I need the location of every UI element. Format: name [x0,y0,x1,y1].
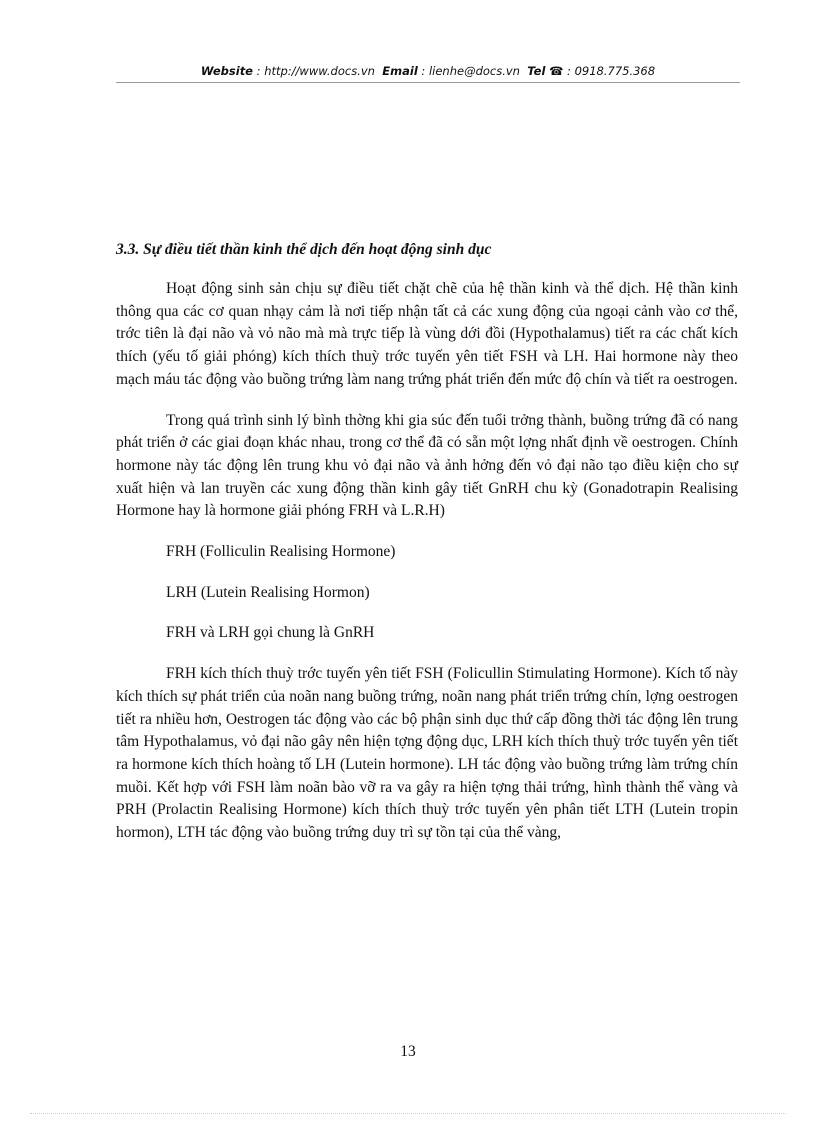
page-header [116,64,740,78]
header-divider [116,82,740,83]
paragraph-frh-definition: FRH (Folliculin Realising Hormone) [166,543,396,561]
paragraph-3: FRH kích thích thuỳ trớc tuyến yên tiết FSH (Folicullin Stimulating Hormone). Kích tố này kích thích sự phát triển của noãn nang buồng trứng, noãn nang phát triển trứng chín, lợng oestrogen tiết ra nhiều hơn, Oestrogen tác động vào các bộ phận sinh dục thứ cấp đồng thời tác động lên trung tâm Hypothalamus, vỏ đại não gây nên hiện tợng động dục, LRH kích thích thuỳ trớc tuyến yên tiết ra hormone kích thích hoàng tố LH (Lutein hormone). LH tác động vào buồng trứng làm trứng chín muồi. Kết hợp với FSH làm noãn bào vỡ ra va gây ra hiện tợng thải trứng, hình thành thể vàng và PRH (Prolactin Realising Hormone) kích thích thuỳ trớc tuyến yên phân tiết LTH (Lutein tropin hormon), LTH tác động vào buồng trứng duy trì sự tồn tại của thể vàng, [116,665,738,842]
website-label: Website [200,64,253,78]
email-separator: : [417,64,429,78]
paragraph-2: Trong quá trình sinh lý bình thờng khi gia súc đến tuổi trởng thành, buồng trứng đã có nang phát triển ở các giai đoạn khác nhau, trong cơ thể đã có sẵn một lợng nhất định về oestrogen. Chính hormone này tác động lên trung khu vỏ đại não và ảnh hởng đến vỏ đại não tạo điều kiện cho sự xuất hiện và lan truyền các xung động thần kinh gây tiết GnRH chu kỳ (Gonadotrapin Realising Hormone hay là hormone giải phóng FRH và L.R.H) [116,411,738,520]
footer-divider [30,1113,786,1114]
tel-label: Tel [527,64,546,78]
tel-value: : 0918.775.368 [563,64,656,78]
paragraph-lrh-definition: LRH (Lutein Realising Hormon) [166,583,370,601]
section-title: 3.3. Sự điều tiết thần kinh thể dịch đến hoạt động sinh dục [116,241,492,258]
email-value: lienhe@docs.vn [428,64,520,78]
website-separator: : [253,64,265,78]
website-value: http://www.docs.vn [264,64,375,78]
email-label: Email [382,64,418,78]
paragraph-1: Hoạt động sinh sản chịu sự điều tiết chặt chẽ của hệ thần kinh và thể dịch. Hệ thần kinh thông qua các cơ quan nhạy cảm là nơi tiếp nhận tất cả các xung động của ngoại cảnh vào cơ thể, trớc tiên là đại não và vỏ não mà mà trực tiếp là vùng dới đồi (Hypothalamus) tiết ra các chất kích thích (yếu tố giải phóng) kích thích thuỳ trớc tuyến yên tiết FSH và LH. Hai hormone này theo mạch máu tác động vào buồng trứng làm nang trứng phát triển đến mức độ chín và tiết ra oestrogen. [116,280,738,388]
phone-icon: ☎ [549,64,564,78]
page-number: 13 [400,1043,416,1060]
paragraph-gnrh-definition: FRH và LRH gọi chung là GnRH [166,624,375,642]
body-text [116,256,738,845]
